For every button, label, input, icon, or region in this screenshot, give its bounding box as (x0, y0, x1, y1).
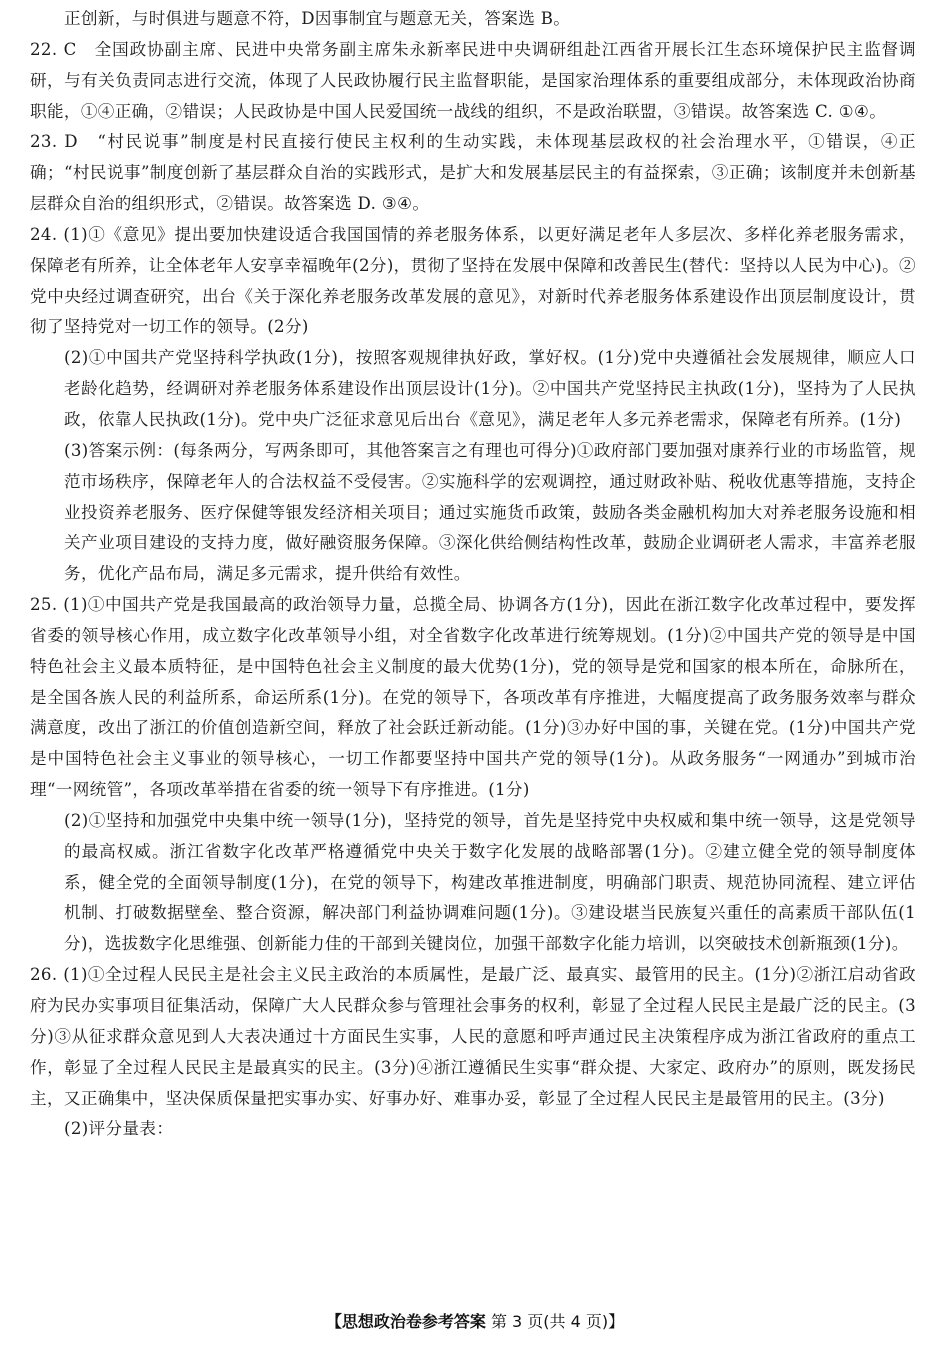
answer-24-part-1: 24. (1)①《意见》提出要加快建设适合我国国情的养老服务体系，以更好满足老年人多层次、多样化养老服务需求，保障老有所养，让全体老年人安享幸福晚年(2分)，贯彻了坚持在发展中保障和改善民生(替代：坚持以人民为中心)。②党中央经过调查研究，出台《关于深化养老服务改革发展的意见》，对新时代养老服务体系建设作出顶层制度设计，贯彻了坚持党对一切工作的领导。(2分) (30, 224, 916, 337)
answer-content (30, 4, 916, 1145)
answer-24-part-2: (2)①中国共产党坚持科学执政(1分)，按照客观规律执好政，掌好权。(1分)党中央遵循社会发展规律，顺应人口老龄化趋势，经调研对养老服务体系建设作出顶层设计(1分)。②中国共产党坚持民主执政(1分)，坚持为了人民执政，依靠人民执政(1分)。党中央广泛征求意见后出台《意见》，满足老年人多元养老需求，保障老有所养。(1分) (64, 348, 916, 429)
answer-25-part-1: 25. (1)①中国共产党是我国最高的政治领导力量，总揽全局、协调各方(1分)，因此在浙江数字化改革过程中，要发挥省委的领导核心作用，成立数字化改革领导小组，对全省数字化改革进行统筹规划。(1分)②中国共产党的领导是中国特色社会主义最本质特征，是中国特色社会主义制度的最大优势(1分)，党的领导是党和国家的根本所在，命脉所在，是全国各族人民的利益所系，命运所系(1分)。在党的领导下，各项改革有序推进，大幅度提高了政务服务效率与群众满意度，改出了浙江的价值创造新空间，释放了社会跃迁新动能。(1分)③办好中国的事，关键在党。(1分)中国共产党是中国特色社会主义事业的领导核心，一切工作都要坚持中国共产党的领导(1分)。从政务服务“一网通办”到城市治理“一网统管”，各项改革举措在省委的统一领导下有序推进。(1分) (30, 595, 916, 800)
answer-24-part-3: (3)答案示例：(每条两分，写两条即可，其他答案言之有理也可得分)①政府部门要加强对康养行业的市场监管，规范市场秩序，保障老年人的合法权益不受侵害。②实施科学的宏观调控，通过财政补贴、税收优惠等措施，支持企业投资养老服务、医疗保健等银发经济相关项目；通过实施货币政策，鼓励各类金融机构加大对养老服务设施和相关产业项目建设的支持力度，做好融资服务保障。③深化供给侧结构性改革，鼓励企业调研老人需求，丰富养老服务，优化产品布局，满足多元需求，提升供给有效性。 (64, 440, 916, 584)
page-footer (0, 1310, 950, 1334)
answer-26-part-1: 26. (1)①全过程人民民主是社会主义民主政治的本质属性，是最广泛、最真实、最管用的民主。(1分)②浙江启动省政府为民办实事项目征集活动，保障广大人民群众参与管理社会事务的权利，彰显了全过程人民民主是最广泛的民主。(3分)③从征求群众意见到人大表决通过十方面民生实事，人民的意愿和呼声通过民主决策程序成为浙江省政府的重点工作，彰显了全过程人民民主是最真实的民主。(3分)④浙江遵循民生实事“群众提、大家定、政府办”的原则，既发扬民主，又正确集中，坚决保质保量把实事办实、好事办好、难事办妥，彰显了全过程人民民主是最管用的民主。(3分) (30, 965, 916, 1108)
answer-25-part-2: (2)①坚持和加强党中央集中统一领导(1分)，坚持党的领导，首先是坚持党中央权威和集中统一领导，这是党领导的最高权威。浙江省数字化改革严格遵循党中央关于数字化发展的战略部署(1分)。②建立健全党的领导制度体系，健全党的全面领导制度(1分)，在党的领导下，构建改革推进制度，明确部门职责、规范协同流程、建立评估机制、打破数据壁垒、整合资源，解决部门利益协调难问题(1分)。③建设堪当民族复兴重任的高素质干部队伍(1分)，选拔数字化思维强、创新能力佳的干部到关键岗位，加强干部数字化能力培训，以突破技术创新瓶颈(1分)。 (64, 810, 916, 954)
answer-26-part-2: (2)评分量表： (64, 1119, 174, 1139)
footer-page-info: 第 3 页(共 4 页)】 (490, 1312, 625, 1331)
answer-22: 22. C 全国政协副主席、民进中央常务副主席朱永新率民进中央调研组赴江西省开展长江生态环境保护民主监督调研，与有关负责同志进行交流，体现了人民政协履行民主监督职能，是国家治理体系的重要组成部分，未体现政治协商职能，①④正确，②错误；人民政协是中国人民爱国统一战线的组织，不是政治联盟，③错误。故答案选 C. ①④。 (30, 39, 916, 121)
footer-title: 【思想政治卷参考答案 (325, 1312, 486, 1331)
answer-23: 23. D “村民说事”制度是村民直接行使民主权利的生动实践，未体现基层政权的社会治理水平，①错误，④正确；“村民说事”制度创新了基层群众自治的实践形式，是扩大和发展基层民主的有益探索，③正确；该制度并未创新基层群众自治的组织形式，②错误。故答案选 D. ③④。 (30, 132, 916, 214)
answer-21-tail: 正创新，与时俱进与题意不符，D因事制宜与题意无关，答案选 B。 (64, 9, 571, 28)
